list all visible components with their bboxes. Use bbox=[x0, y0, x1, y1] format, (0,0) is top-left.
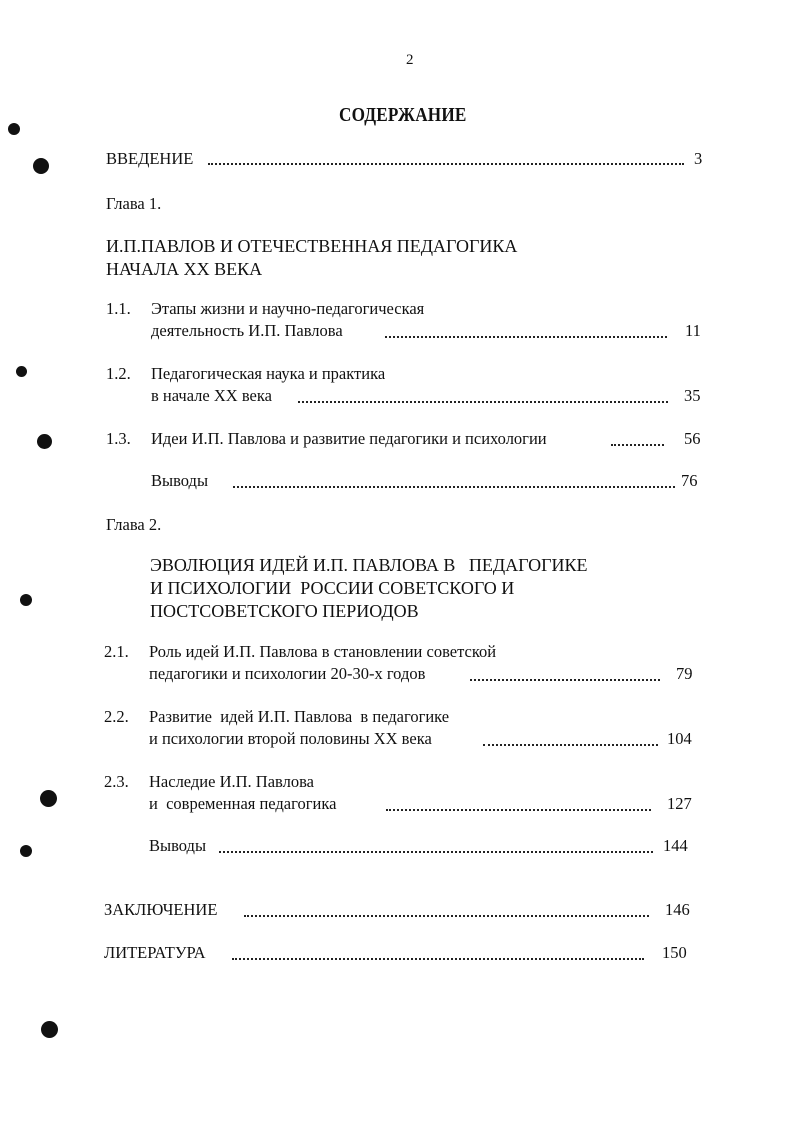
punch-hole-mark bbox=[20, 594, 32, 606]
toc-entry-label: Выводы bbox=[149, 836, 207, 855]
toc-entry-page: 56 bbox=[684, 429, 701, 448]
toc-entry-page: 104 bbox=[667, 729, 692, 748]
section-title: в начале XX века bbox=[151, 386, 272, 405]
page-number: 2 bbox=[406, 52, 414, 68]
section-title: Педагогическая наука и практика bbox=[151, 364, 386, 383]
punch-hole-mark bbox=[33, 158, 49, 174]
toc-entry-label: Выводы bbox=[151, 471, 209, 490]
leader-dots bbox=[208, 163, 684, 165]
toc-entry-page: 11 bbox=[685, 321, 701, 340]
toc-entry-label: ЗАКЛЮЧЕНИЕ bbox=[104, 900, 218, 919]
chapter-1-title: И.П.ПАВЛОВ И ОТЕЧЕСТВЕННАЯ ПЕДАГОГИКА bbox=[106, 236, 518, 256]
toc-entry-page: 127 bbox=[667, 794, 692, 813]
toc-entry-page: 3 bbox=[694, 149, 703, 168]
section-number: 2.3. bbox=[104, 772, 129, 791]
chapter-2-label: Глава 2. bbox=[106, 515, 162, 534]
punch-hole-mark bbox=[8, 123, 20, 135]
leader-dots bbox=[233, 486, 675, 488]
section-title: педагогики и психологии 20-30-х годов bbox=[149, 664, 426, 683]
leader-dots bbox=[611, 444, 664, 446]
leader-dots bbox=[385, 336, 667, 338]
section-title: Роль идей И.П. Павлова в становлении советской bbox=[149, 642, 497, 661]
toc-entry-page: 35 bbox=[684, 386, 701, 405]
toc-entry-label: ЛИТЕРАТУРА bbox=[104, 943, 206, 962]
leader-dots bbox=[244, 915, 649, 917]
page-title: СОДЕРЖАНИЕ bbox=[339, 104, 467, 126]
leader-dots bbox=[386, 809, 651, 811]
punch-hole-mark bbox=[20, 845, 32, 857]
leader-dots bbox=[298, 401, 668, 403]
toc-entry-page: 76 bbox=[681, 471, 698, 490]
chapter-1-label: Глава 1. bbox=[106, 194, 162, 213]
section-title: и современная педагогика bbox=[149, 794, 337, 813]
section-title: Этапы жизни и научно-педагогическая bbox=[151, 299, 425, 318]
toc-entry-label: ВВЕДЕНИЕ bbox=[106, 149, 194, 168]
toc-entry-page: 146 bbox=[665, 900, 690, 919]
section-title: и психологии второй половины XX века bbox=[149, 729, 432, 748]
section-number: 1.3. bbox=[106, 429, 131, 448]
leader-dots bbox=[483, 744, 658, 746]
leader-dots bbox=[219, 851, 653, 853]
toc-entry-page: 144 bbox=[663, 836, 688, 855]
punch-hole-mark bbox=[16, 366, 27, 377]
section-number: 2.2. bbox=[104, 707, 129, 726]
punch-hole-mark bbox=[41, 1021, 58, 1038]
leader-dots bbox=[232, 958, 644, 960]
section-title: Наследие И.П. Павлова bbox=[149, 772, 314, 791]
section-title: Развитие идей И.П. Павлова в педагогике bbox=[149, 707, 450, 726]
toc-entry-page: 150 bbox=[662, 943, 687, 962]
toc-entry-page: 79 bbox=[676, 664, 693, 683]
section-title: Идеи И.П. Павлова и развитие педагогики и психологии bbox=[151, 429, 547, 448]
section-number: 1.1. bbox=[106, 299, 131, 318]
punch-hole-mark bbox=[37, 434, 52, 449]
chapter-2-title: ПОСТСОВЕТСКОГО ПЕРИОДОВ bbox=[150, 601, 419, 621]
chapter-2-title: И ПСИХОЛОГИИ РОССИИ СОВЕТСКОГО И bbox=[150, 578, 515, 598]
punch-hole-mark bbox=[40, 790, 57, 807]
section-number: 2.1. bbox=[104, 642, 129, 661]
leader-dots bbox=[470, 679, 660, 681]
section-number: 1.2. bbox=[106, 364, 131, 383]
chapter-1-title: НАЧАЛА XX ВЕКА bbox=[106, 259, 263, 279]
section-title: деятельность И.П. Павлова bbox=[151, 321, 343, 340]
chapter-2-title: ЭВОЛЮЦИЯ ИДЕЙ И.П. ПАВЛОВА В ПЕДАГОГИКЕ bbox=[150, 555, 588, 575]
